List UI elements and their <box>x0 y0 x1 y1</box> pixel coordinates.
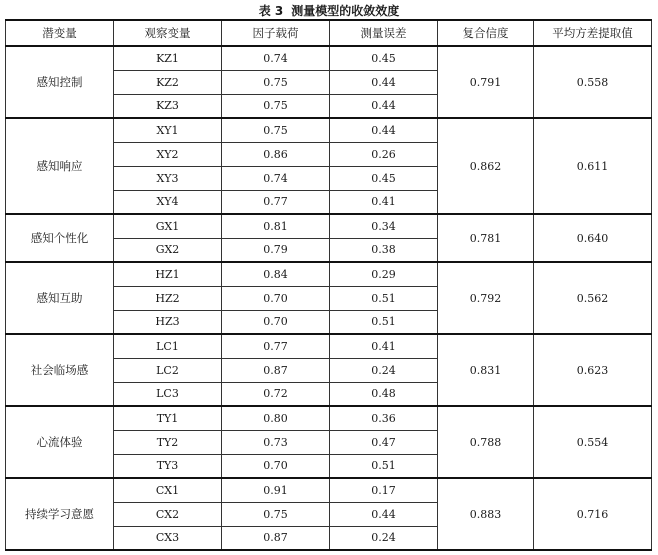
factor-loading-cell: 0.84 <box>222 262 330 286</box>
composite-reliability-cell: 0.831 <box>438 334 534 406</box>
observed-variable-cell: LC1 <box>114 334 222 358</box>
table-header <box>6 20 652 46</box>
observed-variable-cell: CX3 <box>114 526 222 550</box>
observed-variable-cell: XY4 <box>114 190 222 214</box>
latent-group <box>6 214 652 262</box>
measurement-error-cell: 0.47 <box>330 430 438 454</box>
measurement-error-cell: 0.26 <box>330 142 438 166</box>
composite-reliability-cell: 0.781 <box>438 214 534 262</box>
header-factor-loading: 因子载荷 <box>222 20 330 46</box>
latent-variable-cell: 社会临场感 <box>6 334 114 406</box>
header-latent-variable: 潜变量 <box>6 20 114 46</box>
measurement-error-cell: 0.36 <box>330 406 438 430</box>
table-row <box>6 118 652 142</box>
latent-variable-cell: 持续学习意愿 <box>6 478 114 550</box>
factor-loading-cell: 0.77 <box>222 190 330 214</box>
header-composite-reliability: 复合信度 <box>438 20 534 46</box>
ave-cell: 0.611 <box>534 118 652 214</box>
measurement-error-cell: 0.17 <box>330 478 438 502</box>
convergent-validity-table <box>5 19 652 551</box>
measurement-error-cell: 0.41 <box>330 334 438 358</box>
factor-loading-cell: 0.79 <box>222 238 330 262</box>
observed-variable-cell: CX2 <box>114 502 222 526</box>
factor-loading-cell: 0.72 <box>222 382 330 406</box>
header-ave: 平均方差提取值 <box>534 20 652 46</box>
table-row <box>6 46 652 70</box>
latent-group <box>6 46 652 118</box>
observed-variable-cell: TY3 <box>114 454 222 478</box>
ave-cell: 0.558 <box>534 46 652 118</box>
factor-loading-cell: 0.75 <box>222 94 330 118</box>
latent-variable-cell: 感知响应 <box>6 118 114 214</box>
observed-variable-cell: GX1 <box>114 214 222 238</box>
header-observed-variable: 观察变量 <box>114 20 222 46</box>
observed-variable-cell: CX1 <box>114 478 222 502</box>
table-row <box>6 406 652 430</box>
observed-variable-cell: HZ3 <box>114 310 222 334</box>
factor-loading-cell: 0.80 <box>222 406 330 430</box>
observed-variable-cell: KZ1 <box>114 46 222 70</box>
observed-variable-cell: XY2 <box>114 142 222 166</box>
observed-variable-cell: KZ3 <box>114 94 222 118</box>
table-row <box>6 334 652 358</box>
measurement-error-cell: 0.29 <box>330 262 438 286</box>
latent-group <box>6 262 652 334</box>
measurement-error-cell: 0.45 <box>330 46 438 70</box>
factor-loading-cell: 0.87 <box>222 526 330 550</box>
measurement-error-cell: 0.44 <box>330 502 438 526</box>
latent-group <box>6 478 652 550</box>
measurement-error-cell: 0.51 <box>330 286 438 310</box>
ave-cell: 0.562 <box>534 262 652 334</box>
measurement-error-cell: 0.45 <box>330 166 438 190</box>
table-row <box>6 214 652 238</box>
composite-reliability-cell: 0.788 <box>438 406 534 478</box>
latent-group <box>6 118 652 214</box>
observed-variable-cell: LC3 <box>114 382 222 406</box>
factor-loading-cell: 0.70 <box>222 310 330 334</box>
latent-group <box>6 406 652 478</box>
latent-variable-cell: 感知互助 <box>6 262 114 334</box>
measurement-error-cell: 0.44 <box>330 70 438 94</box>
measurement-error-cell: 0.51 <box>330 454 438 478</box>
factor-loading-cell: 0.73 <box>222 430 330 454</box>
observed-variable-cell: TY2 <box>114 430 222 454</box>
measurement-error-cell: 0.34 <box>330 214 438 238</box>
factor-loading-cell: 0.70 <box>222 286 330 310</box>
observed-variable-cell: XY3 <box>114 166 222 190</box>
composite-reliability-cell: 0.883 <box>438 478 534 550</box>
header-measurement-error: 测量误差 <box>330 20 438 46</box>
composite-reliability-cell: 0.862 <box>438 118 534 214</box>
latent-variable-cell: 心流体验 <box>6 406 114 478</box>
table-title: 测量模型的收敛效度 <box>291 4 400 18</box>
measurement-error-cell: 0.44 <box>330 94 438 118</box>
observed-variable-cell: GX2 <box>114 238 222 262</box>
composite-reliability-cell: 0.792 <box>438 262 534 334</box>
measurement-error-cell: 0.51 <box>330 310 438 334</box>
measurement-error-cell: 0.41 <box>330 190 438 214</box>
measurement-error-cell: 0.38 <box>330 238 438 262</box>
factor-loading-cell: 0.75 <box>222 118 330 142</box>
composite-reliability-cell: 0.791 <box>438 46 534 118</box>
latent-group <box>6 334 652 406</box>
table-number: 表 3 <box>258 4 284 18</box>
observed-variable-cell: HZ1 <box>114 262 222 286</box>
ave-cell: 0.554 <box>534 406 652 478</box>
latent-variable-cell: 感知个性化 <box>6 214 114 262</box>
observed-variable-cell: KZ2 <box>114 70 222 94</box>
factor-loading-cell: 0.75 <box>222 70 330 94</box>
measurement-error-cell: 0.44 <box>330 118 438 142</box>
factor-loading-cell: 0.86 <box>222 142 330 166</box>
latent-variable-cell: 感知控制 <box>6 46 114 118</box>
measurement-error-cell: 0.24 <box>330 358 438 382</box>
measurement-error-cell: 0.48 <box>330 382 438 406</box>
table-row <box>6 478 652 502</box>
ave-cell: 0.640 <box>534 214 652 262</box>
factor-loading-cell: 0.87 <box>222 358 330 382</box>
ave-cell: 0.623 <box>534 334 652 406</box>
factor-loading-cell: 0.81 <box>222 214 330 238</box>
measurement-error-cell: 0.24 <box>330 526 438 550</box>
factor-loading-cell: 0.74 <box>222 166 330 190</box>
factor-loading-cell: 0.74 <box>222 46 330 70</box>
factor-loading-cell: 0.77 <box>222 334 330 358</box>
factor-loading-cell: 0.75 <box>222 502 330 526</box>
table-caption <box>0 2 658 19</box>
table-row <box>6 262 652 286</box>
factor-loading-cell: 0.70 <box>222 454 330 478</box>
ave-cell: 0.716 <box>534 478 652 550</box>
observed-variable-cell: XY1 <box>114 118 222 142</box>
observed-variable-cell: TY1 <box>114 406 222 430</box>
observed-variable-cell: LC2 <box>114 358 222 382</box>
factor-loading-cell: 0.91 <box>222 478 330 502</box>
observed-variable-cell: HZ2 <box>114 286 222 310</box>
